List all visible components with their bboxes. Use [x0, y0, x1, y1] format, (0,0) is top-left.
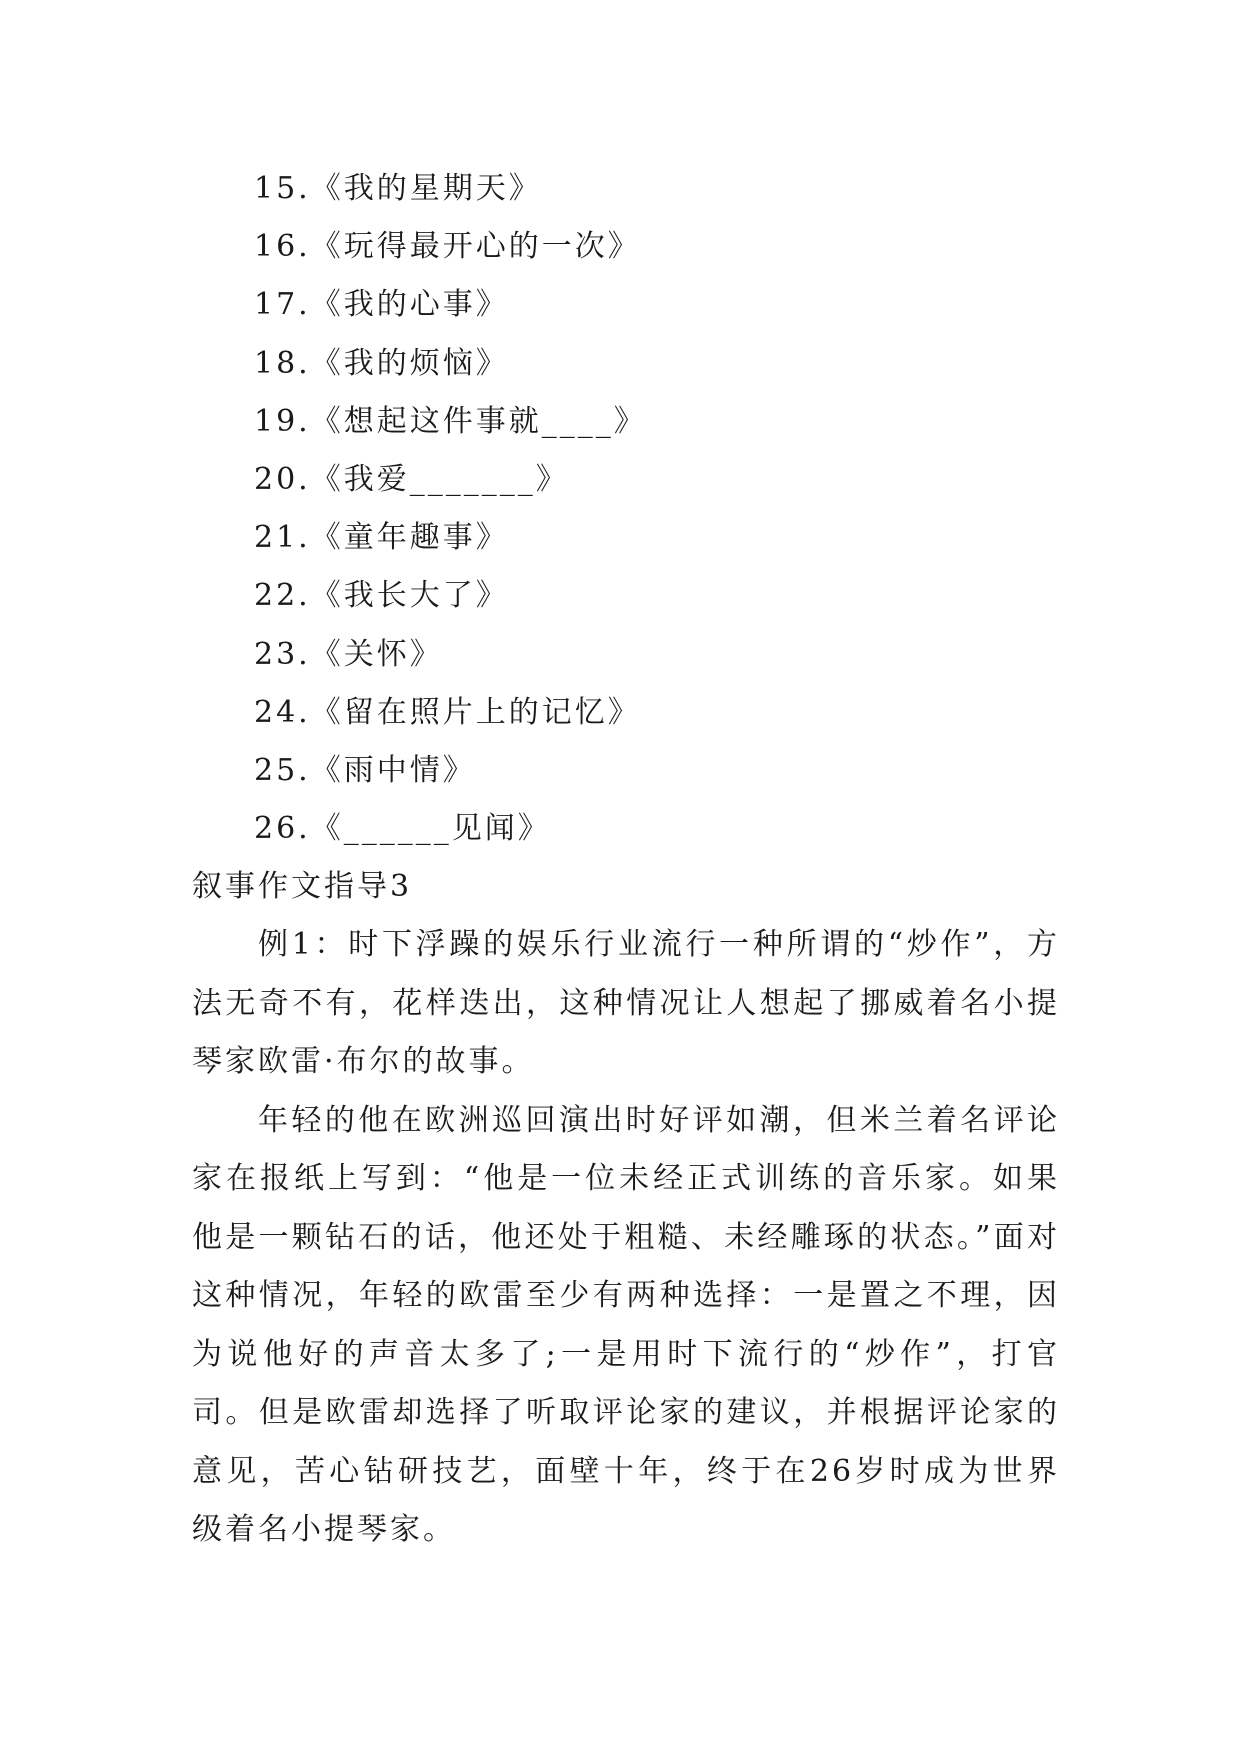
list-item: 24.《留在照片上的记忆》: [254, 694, 641, 730]
list-item: 19.《想起这件事就____》: [254, 403, 647, 439]
list-item: 20.《我爱_______》: [254, 461, 569, 497]
list-item: 21.《童年趣事》: [254, 520, 509, 556]
list-item: 16.《玩得最开心的一次》: [254, 229, 641, 265]
paragraph: 例1：时下浮躁的娱乐行业流行一种所谓的“炒作”，方法无奇不有，花样迭出，这种情况让人想起了挪威着名小提琴家欧雷·布尔的故事。: [192, 927, 1060, 1079]
list-item: 15.《我的星期天》: [254, 171, 542, 206]
list-item: 26.《______见闻》: [254, 811, 551, 847]
body-text: [192, 916, 1060, 1560]
paragraph: 年轻的他在欧洲巡回演出时好评如潮，但米兰着名评论家在报纸上写到：“他是一位未经正式训练的音乐家。如果他是一颗钻石的话，他还处于粗糙、未经雕琢的状态。”面对这种情况，年轻的欧雷至少有两种选择：一是置之不理，因为说他好的声音太多了;一是用时下流行的“炒作”，打官司。但是欧雷却选择了听取评论家的建议，并根据评论家的意见，苦心钻研技艺，面壁十年，终于在26岁时成为世界级着名小提琴家。: [192, 1102, 1060, 1547]
list-item: 25.《雨中情》: [254, 752, 476, 788]
essay-topic-list: [254, 160, 647, 858]
section-heading: 叙事作文指导3: [192, 869, 413, 904]
list-item: 23.《关怀》: [254, 636, 443, 672]
list-item: 22.《我长大了》: [254, 578, 509, 614]
list-item: 17.《我的心事》: [254, 287, 509, 323]
list-item: 18.《我的烦恼》: [254, 345, 509, 381]
